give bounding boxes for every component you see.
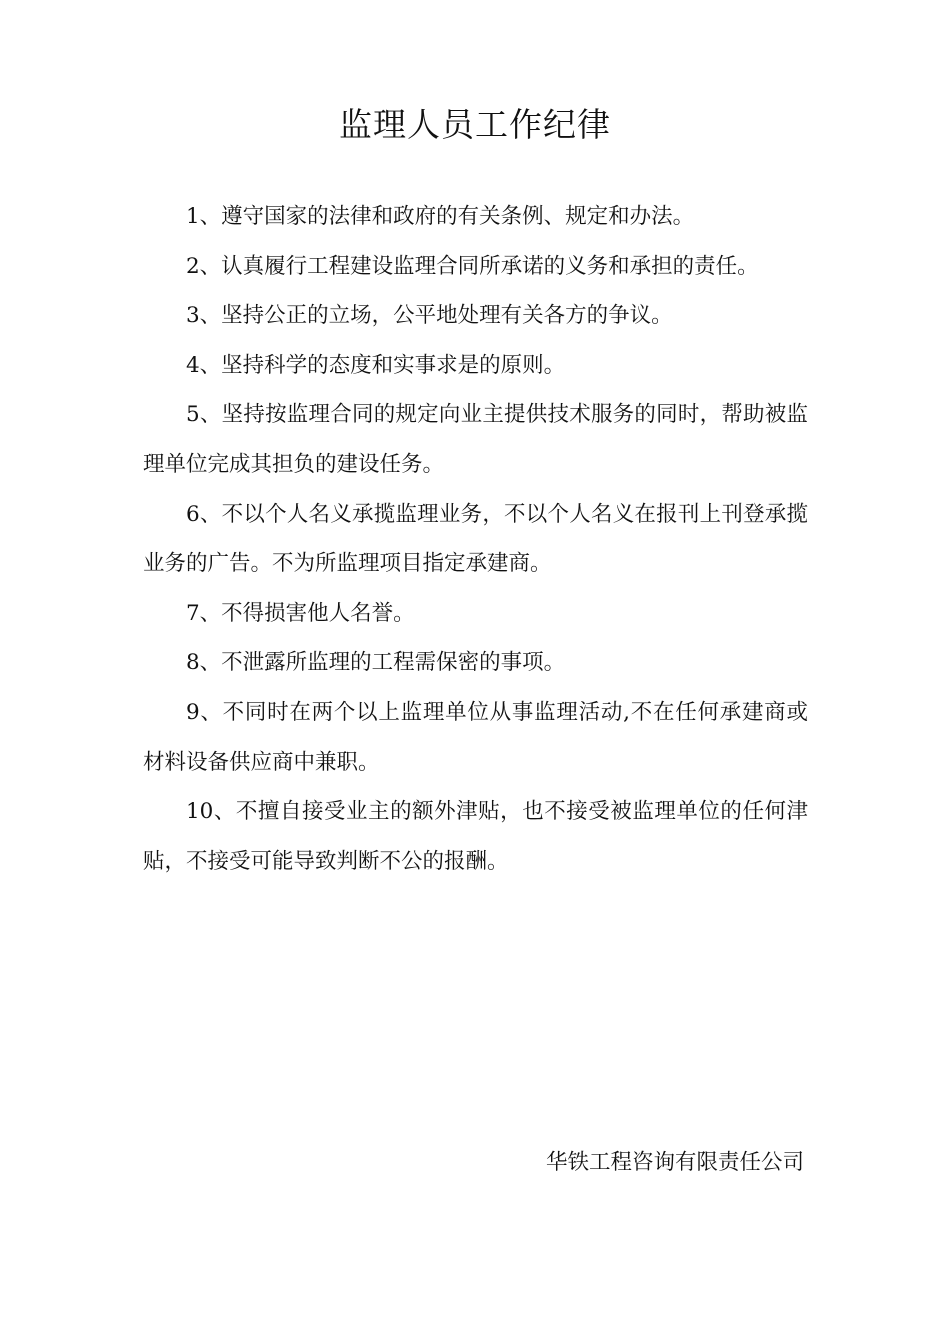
list-item: 3、坚持公正的立场，公平地处理有关各方的争议。 — [186, 303, 673, 329]
company-signature: 华铁工程咨询有限责任公司 — [545, 1150, 804, 1175]
list-item: 8、不泄露所监理的工程需保密的事项。 — [186, 650, 566, 676]
list-item: 5、坚持按监理合同的规定向业主提供技术服务的同时，帮助被监理单位完成其担负的建设任务。 — [143, 402, 808, 477]
document-body — [143, 192, 808, 886]
list-item: 6、不以个人名义承揽监理业务，不以个人名义在报刊上刊登承揽业务的广告。不为所监理项目指定承建商。 — [143, 501, 808, 577]
list-item: 9、不同时在两个以上监理单位从事监理活动,不在任何承建商或材料设备供应商中兼职。 — [143, 699, 808, 775]
list-item: 2、认真履行工程建设监理合同所承诺的义务和承担的责任。 — [186, 253, 759, 279]
list-item: 1、遵守国家的法律和政府的有关条例、规定和办法。 — [186, 204, 695, 229]
document-title: 监理人员工作纪律 — [339, 105, 611, 144]
list-item: 7、不得损害他人名誉。 — [186, 600, 415, 626]
list-item: 4、坚持科学的态度和实事求是的原则。 — [186, 352, 566, 378]
list-item: 10、不擅自接受业主的额外津贴，也不接受被监理单位的任何津贴，不接受可能导致判断不公的报酬。 — [143, 799, 808, 874]
